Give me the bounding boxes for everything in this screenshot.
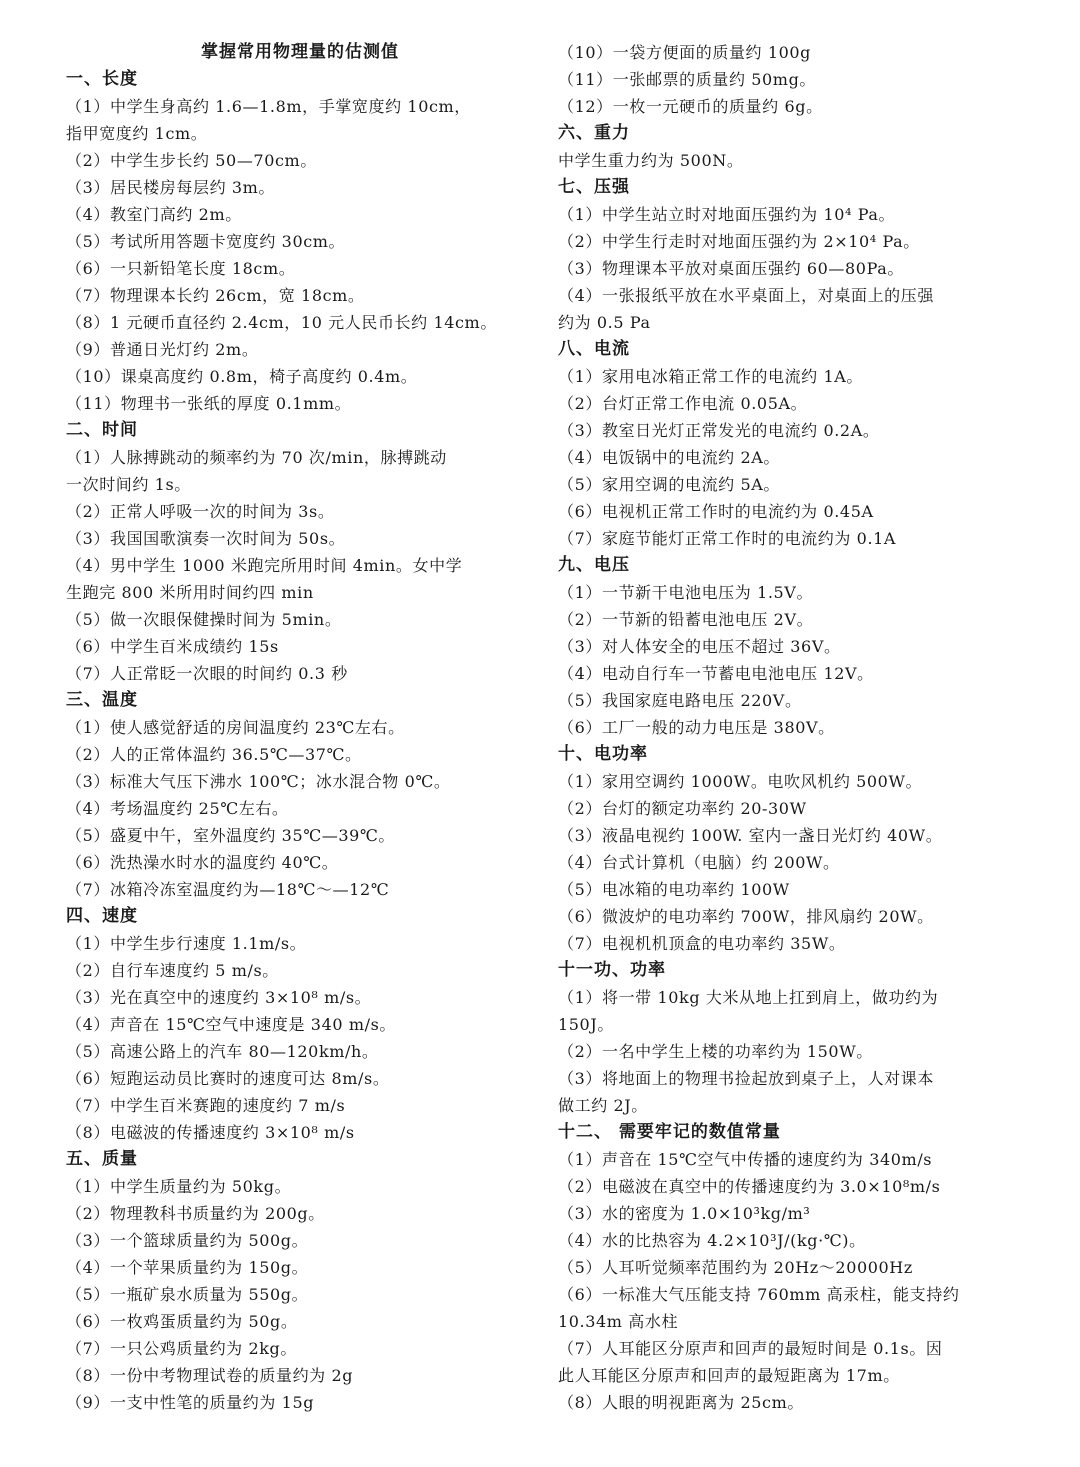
section-heading: 九、电压 (558, 555, 630, 575)
list-item (66, 174, 536, 201)
list-item (66, 849, 536, 876)
list-item (558, 660, 1028, 687)
list-item (66, 390, 536, 417)
item-line: （8）电磁波的传播速度约 3×10⁸ m/s (66, 1123, 355, 1142)
item-line: （3）液晶电视约 100W. 室内一盏日光灯约 40W。 (558, 826, 943, 845)
list-item (558, 687, 1028, 714)
item-line: （2）一名中学生上楼的功率约为 150W。 (558, 1042, 873, 1061)
list-item (66, 282, 536, 309)
item-line: （5）考试所用答题卡宽度约 30cm。 (66, 232, 346, 251)
section (558, 39, 1028, 120)
list-item (558, 768, 1028, 795)
section-heading: 二、时间 (66, 420, 138, 440)
item-line: （3）我国国歌演奏一次时间为 50s。 (66, 529, 346, 548)
section-heading: 十二、 需要牢记的数值常量 (558, 1122, 781, 1142)
item-line: （5）高速公路上的汽车 80—120km/h。 (66, 1042, 379, 1061)
item-line: （6）一只新铅笔长度 18cm。 (66, 259, 296, 278)
item-line: （10）课桌高度约 0.8m，椅子高度约 0.4m。 (66, 367, 418, 386)
list-item (558, 1200, 1028, 1227)
item-line: （2）电磁波在真空中的传播速度约为 3.0×10⁸m/s (558, 1177, 941, 1196)
section (558, 957, 1028, 1119)
item-line: （8）1 元硬币直径约 2.4cm，10 元人民币长约 14cm。 (66, 313, 497, 332)
list-item (558, 1254, 1028, 1281)
section-heading: 七、压强 (558, 177, 630, 197)
item-line: （2）自行车速度约 5 m/s。 (66, 961, 279, 980)
item-line: （6）工厂一般的动力电压是 380V。 (558, 718, 835, 737)
item-line: （2）中学生行走时对地面压强约为 2×10⁴ Pa。 (558, 232, 920, 251)
list-item (66, 255, 536, 282)
item-line: （7）一只公鸡质量约为 2kg。 (66, 1339, 297, 1358)
item-line: （1）家用空调约 1000W。电吹风机约 500W。 (558, 772, 923, 791)
item-line: （9）普通日光灯约 2m。 (66, 340, 259, 359)
item-line: （7）中学生百米赛跑的速度约 7 m/s (66, 1096, 346, 1115)
list-item (66, 1254, 536, 1281)
section (66, 66, 536, 417)
item-line: （7）电视机机顶盒的电功率约 35W。 (558, 934, 846, 953)
item-line: （5）一瓶矿泉水质量为 550g。 (66, 1285, 309, 1304)
item-line: （4）电饭锅中的电流约 2A。 (558, 448, 781, 467)
list-item (66, 633, 536, 660)
section-heading: 八、电流 (558, 339, 630, 359)
item-line: （6）微波炉的电功率约 700W，排风扇约 20W。 (558, 907, 934, 926)
item-line: （1）人脉搏跳动的频率约为 70 次/min，脉搏跳动 (66, 448, 447, 467)
section (558, 336, 1028, 552)
section-heading: 六、重力 (558, 123, 630, 143)
list-item (66, 147, 536, 174)
list-item (66, 1200, 536, 1227)
item-line: （1）中学生质量约为 50kg。 (66, 1177, 292, 1196)
item-line: 做工约 2J。 (558, 1096, 648, 1115)
item-line: （1）中学生步行速度 1.1m/s。 (66, 934, 307, 953)
item-line: （8）人眼的明视距离为 25cm。 (558, 1393, 804, 1412)
list-item (558, 66, 1028, 93)
item-line: （2）人的正常体温约 36.5℃—37℃。 (66, 745, 362, 764)
list-item (558, 390, 1028, 417)
item-line: （1）中学生身高约 1.6—1.8m，手掌宽度约 10cm， (66, 97, 471, 116)
item-line: （4）水的比热容为 4.2×10³J/(kg·℃)。 (558, 1231, 866, 1250)
item-line: （4）台式计算机（电脑）约 200W。 (558, 853, 840, 872)
list-item (558, 417, 1028, 444)
item-line: （7）物理课本长约 26cm，宽 18cm。 (66, 286, 365, 305)
list-item (66, 1281, 536, 1308)
item-line: 中学生重力约为 500N。 (558, 151, 744, 170)
section (558, 741, 1028, 957)
list-item (66, 1065, 536, 1092)
list-item (558, 822, 1028, 849)
left-column (66, 39, 536, 1416)
item-line: 一次时间约 1s。 (66, 475, 191, 494)
list-item (558, 93, 1028, 120)
list-item (66, 822, 536, 849)
item-line: （5）电冰箱的电功率约 100W (558, 880, 790, 899)
section (558, 552, 1028, 741)
list-item (558, 633, 1028, 660)
list-item (558, 903, 1028, 930)
list-item (66, 309, 536, 336)
right-column (558, 39, 1028, 1416)
item-line: （4）电动自行车一节蓄电电池电压 12V。 (558, 664, 874, 683)
item-line: （3）教室日光灯正常发光的电流约 0.2A。 (558, 421, 880, 440)
item-line: （1）将一带 10kg 大米从地上扛到肩上，做功约为 (558, 988, 939, 1007)
list-item (66, 1308, 536, 1335)
section (66, 903, 536, 1146)
list-item (558, 363, 1028, 390)
item-line: （7）冰箱冷冻室温度约为—18℃～—12℃ (66, 880, 390, 899)
list-item (558, 1173, 1028, 1200)
list-item (66, 795, 536, 822)
item-line: （5）人耳听觉频率范围约为 20Hz～20000Hz (558, 1258, 913, 1277)
list-item (66, 984, 536, 1011)
section (558, 120, 1028, 174)
list-item (558, 147, 1028, 174)
list-item (66, 930, 536, 957)
item-line: （5）做一次眼保健操时间为 5min。 (66, 610, 342, 629)
section (558, 174, 1028, 336)
list-item (558, 984, 1028, 1038)
list-item (66, 768, 536, 795)
list-item (558, 471, 1028, 498)
list-item (558, 39, 1028, 66)
section (66, 687, 536, 903)
list-item (66, 228, 536, 255)
list-item (66, 1227, 536, 1254)
list-item (558, 930, 1028, 957)
item-line: （4）声音在 15℃空气中速度是 340 m/s。 (66, 1015, 397, 1034)
item-line: 150J。 (558, 1015, 614, 1034)
item-line: （2）一节新的铅蓄电池电压 2V。 (558, 610, 814, 629)
item-line: （3）对人体安全的电压不超过 36V。 (558, 637, 841, 656)
list-item (66, 714, 536, 741)
item-line: （3）物理课本平放对桌面压强约 60—80Pa。 (558, 259, 904, 278)
section (558, 1119, 1028, 1416)
item-line: （11）一张邮票的质量约 50mg。 (558, 70, 817, 89)
item-line: （2）台灯的额定功率约 20-30W (558, 799, 807, 818)
section (66, 1146, 536, 1416)
item-line: （4）教室门高约 2m。 (66, 205, 242, 224)
list-item (66, 444, 536, 498)
item-line: （8）一份中考物理试卷的质量约为 2g (66, 1366, 354, 1385)
list-item (66, 741, 536, 768)
list-item (66, 1011, 536, 1038)
item-line: （1）一节新干电池电压为 1.5V。 (558, 583, 814, 602)
list-item (558, 255, 1028, 282)
list-item (558, 714, 1028, 741)
document-title: 掌握常用物理量的估测值 (201, 42, 399, 62)
item-line: （11）物理书一张纸的厚度 0.1mm。 (66, 394, 352, 413)
list-item (66, 1362, 536, 1389)
list-item (66, 1389, 536, 1416)
list-item (558, 498, 1028, 525)
item-line: （1）家用电冰箱正常工作的电流约 1A。 (558, 367, 864, 386)
list-item (66, 876, 536, 903)
list-item (66, 201, 536, 228)
item-line: （6）短跑运动员比赛时的速度可达 8m/s。 (66, 1069, 390, 1088)
item-line: （6）洗热澡水时水的温度约 40℃。 (66, 853, 339, 872)
item-line: （4）考场温度约 25℃左右。 (66, 799, 289, 818)
item-line: （2）物理教科书质量约为 200g。 (66, 1204, 325, 1223)
item-line: （1）中学生站立时对地面压强约为 10⁴ Pa。 (558, 205, 896, 224)
item-line: （2）中学生步长约 50—70cm。 (66, 151, 317, 170)
list-item (558, 1146, 1028, 1173)
item-line: （3）光在真空中的速度约 3×10⁸ m/s。 (66, 988, 372, 1007)
item-line: （3）将地面上的物理书捡起放到桌子上，人对课本 (558, 1069, 934, 1088)
list-item (558, 282, 1028, 336)
item-line: （1）使人感觉舒适的房间温度约 23℃左右。 (66, 718, 405, 737)
item-line: （7）人正常眨一次眼的时间约 0.3 秒 (66, 664, 348, 683)
item-line: （9）一支中性笔的质量约为 15g (66, 1393, 315, 1412)
item-line: 生跑完 800 米所用时间约四 min (66, 583, 314, 602)
item-line: 此人耳能区分原声和回声的最短距离为 17m。 (558, 1366, 900, 1385)
item-line: （3）居民楼房每层约 3m。 (66, 178, 276, 197)
list-item (558, 849, 1028, 876)
item-line: 10.34m 高水柱 (558, 1312, 679, 1331)
item-line: （3）水的密度为 1.0×10³kg/m³ (558, 1204, 811, 1223)
item-line: 指甲宽度约 1cm。 (66, 124, 208, 143)
item-line: （5）我国家庭电路电压 220V。 (558, 691, 802, 710)
list-item (66, 93, 536, 147)
list-item (558, 228, 1028, 255)
item-line: （6）一标准大气压能支持 760mm 高汞柱，能支持约 (558, 1285, 960, 1304)
list-item (558, 579, 1028, 606)
list-item (558, 1227, 1028, 1254)
list-item (558, 606, 1028, 633)
item-line: （3）一个篮球质量约为 500g。 (66, 1231, 309, 1250)
list-item (558, 876, 1028, 903)
section-heading: 一、长度 (66, 69, 138, 89)
list-item (558, 1389, 1028, 1416)
list-item (558, 201, 1028, 228)
section-heading: 五、质量 (66, 1149, 138, 1169)
list-item (66, 498, 536, 525)
list-item (558, 525, 1028, 552)
item-line: （4）男中学生 1000 米跑完所用时间 4min。女中学 (66, 556, 463, 575)
section-heading: 十一功、功率 (558, 960, 666, 980)
item-line: （3）标准大气压下沸水 100℃；冰水混合物 0℃。 (66, 772, 451, 791)
list-item (66, 525, 536, 552)
item-line: （10）一袋方便面的质量约 100g (558, 43, 812, 62)
list-item (66, 363, 536, 390)
item-line: （2）台灯正常工作电流 0.05A。 (558, 394, 808, 413)
list-item (66, 1173, 536, 1200)
list-item (66, 1335, 536, 1362)
item-line: （6）一枚鸡蛋质量约为 50g。 (66, 1312, 298, 1331)
list-item (66, 1038, 536, 1065)
list-item (558, 795, 1028, 822)
item-line: （6）电视机正常工作时的电流约为 0.45A (558, 502, 874, 521)
item-line: （1）声音在 15℃空气中传播的速度约为 340m/s (558, 1150, 933, 1169)
list-item (558, 1335, 1028, 1389)
item-line: （7）家庭节能灯正常工作时的电流约为 0.1A (558, 529, 897, 548)
list-item (66, 660, 536, 687)
item-line: （5）家用空调的电流约 5A。 (558, 475, 781, 494)
item-line: （12）一枚一元硬币的质量约 6g。 (558, 97, 823, 116)
list-item (66, 336, 536, 363)
section-heading: 十、电功率 (558, 744, 648, 764)
item-line: （4）一个苹果质量约为 150g。 (66, 1258, 309, 1277)
list-item (558, 1038, 1028, 1065)
item-line: （5）盛夏中午，室外温度约 35℃—39℃。 (66, 826, 395, 845)
item-line: （6）中学生百米成绩约 15s (66, 637, 279, 656)
list-item (558, 444, 1028, 471)
list-item (66, 552, 536, 606)
section-heading: 四、速度 (66, 906, 138, 926)
item-line: （7）人耳能区分原声和回声的最短时间是 0.1s。因 (558, 1339, 943, 1358)
list-item (558, 1065, 1028, 1119)
list-item (558, 1281, 1028, 1335)
item-line: （4）一张报纸平放在水平桌面上，对桌面上的压强 (558, 286, 934, 305)
item-line: （2）正常人呼吸一次的时间为 3s。 (66, 502, 335, 521)
list-item (66, 606, 536, 633)
section-heading: 三、温度 (66, 690, 138, 710)
list-item (66, 1092, 536, 1119)
item-line: 约为 0.5 Pa (558, 313, 651, 332)
section (66, 417, 536, 687)
list-item (66, 1119, 536, 1146)
list-item (66, 957, 536, 984)
